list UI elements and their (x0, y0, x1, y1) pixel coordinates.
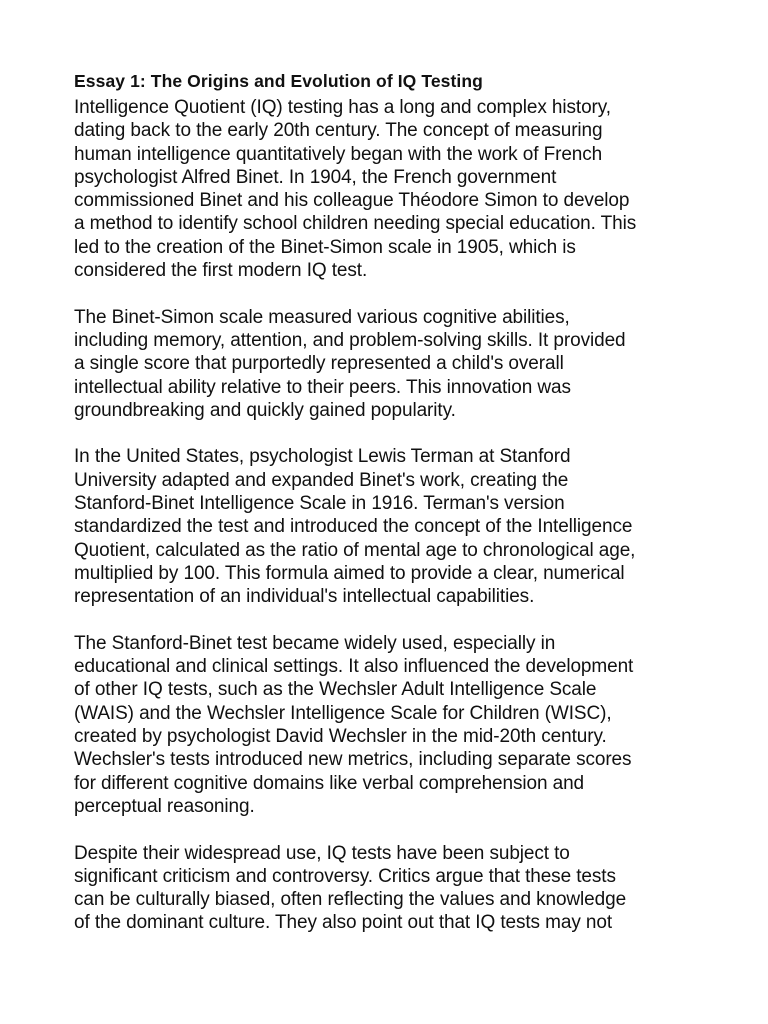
text-line: Despite their widespread use, IQ tests have been subject to (74, 842, 570, 864)
text-line: intellectual ability relative to their peers. This innovation was (74, 376, 571, 398)
paragraph-4 (74, 632, 714, 818)
text-line: for different cognitive domains like verbal comprehension and (74, 772, 585, 794)
paragraph-1 (74, 96, 714, 282)
text-line: In the United States, psychologist Lewis Terman at Stanford (74, 446, 571, 468)
text-line: of the dominant culture. They also point out that IQ tests may not (74, 912, 613, 934)
text-line: representation of an individual's intellectual capabilities. (74, 586, 535, 608)
text-line: a method to identify school children needing special education. This (74, 213, 637, 235)
text-line: (WAIS) and the Wechsler Intelligence Scale for Children (WISC), (74, 702, 612, 724)
essay-title: Essay 1: The Origins and Evolution of IQ Testing (74, 71, 483, 91)
paragraph-5 (74, 842, 714, 935)
text-line: a single score that purportedly represented a child's overall (74, 353, 564, 375)
text-line: including memory, attention, and problem-solving skills. It provided (74, 329, 626, 351)
text-line: perceptual reasoning. (74, 795, 255, 817)
text-line: significant criticism and controversy. Critics argue that these tests (74, 865, 616, 887)
text-line: commissioned Binet and his colleague Théodore Simon to develop (74, 190, 630, 212)
paragraph-3 (74, 445, 714, 608)
text-line: Intelligence Quotient (IQ) testing has a long and complex history, (74, 97, 611, 118)
essay-body (74, 69, 714, 958)
text-line: dating back to the early 20th century. The concept of measuring (74, 120, 603, 142)
text-line: Stanford-Binet Intelligence Scale in 1916. Terman's version (74, 493, 565, 515)
text-line: can be culturally biased, often reflecting the values and knowledge (74, 889, 627, 911)
text-line: led to the creation of the Binet-Simon scale in 1905, which is (74, 236, 576, 258)
text-line: The Stanford-Binet test became widely used, especially in (74, 632, 556, 654)
text-line: considered the first modern IQ test. (74, 260, 368, 282)
text-line: created by psychologist David Wechsler in the mid-20th century. (74, 726, 607, 748)
text-line: multiplied by 100. This formula aimed to provide a clear, numerical (74, 562, 625, 584)
text-line: psychologist Alfred Binet. In 1904, the French government (74, 166, 557, 188)
text-line: Wechsler's tests introduced new metrics, including separate scores (74, 749, 632, 771)
text-line: University adapted and expanded Binet's work, creating the (74, 469, 569, 491)
text-line: standardized the test and introduced the concept of the Intelligence (74, 516, 633, 538)
text-line: Quotient, calculated as the ratio of mental age to chronological age, (74, 539, 636, 561)
text-line: of other IQ tests, such as the Wechsler Adult Intelligence Scale (74, 679, 597, 701)
text-line: educational and clinical settings. It also influenced the development (74, 656, 634, 678)
text-line: human intelligence quantitatively began with the work of French (74, 143, 603, 165)
text-line: groundbreaking and quickly gained popularity. (74, 399, 456, 421)
paragraph-2 (74, 306, 714, 422)
text-line: The Binet-Simon scale measured various cognitive abilities, (74, 306, 570, 328)
